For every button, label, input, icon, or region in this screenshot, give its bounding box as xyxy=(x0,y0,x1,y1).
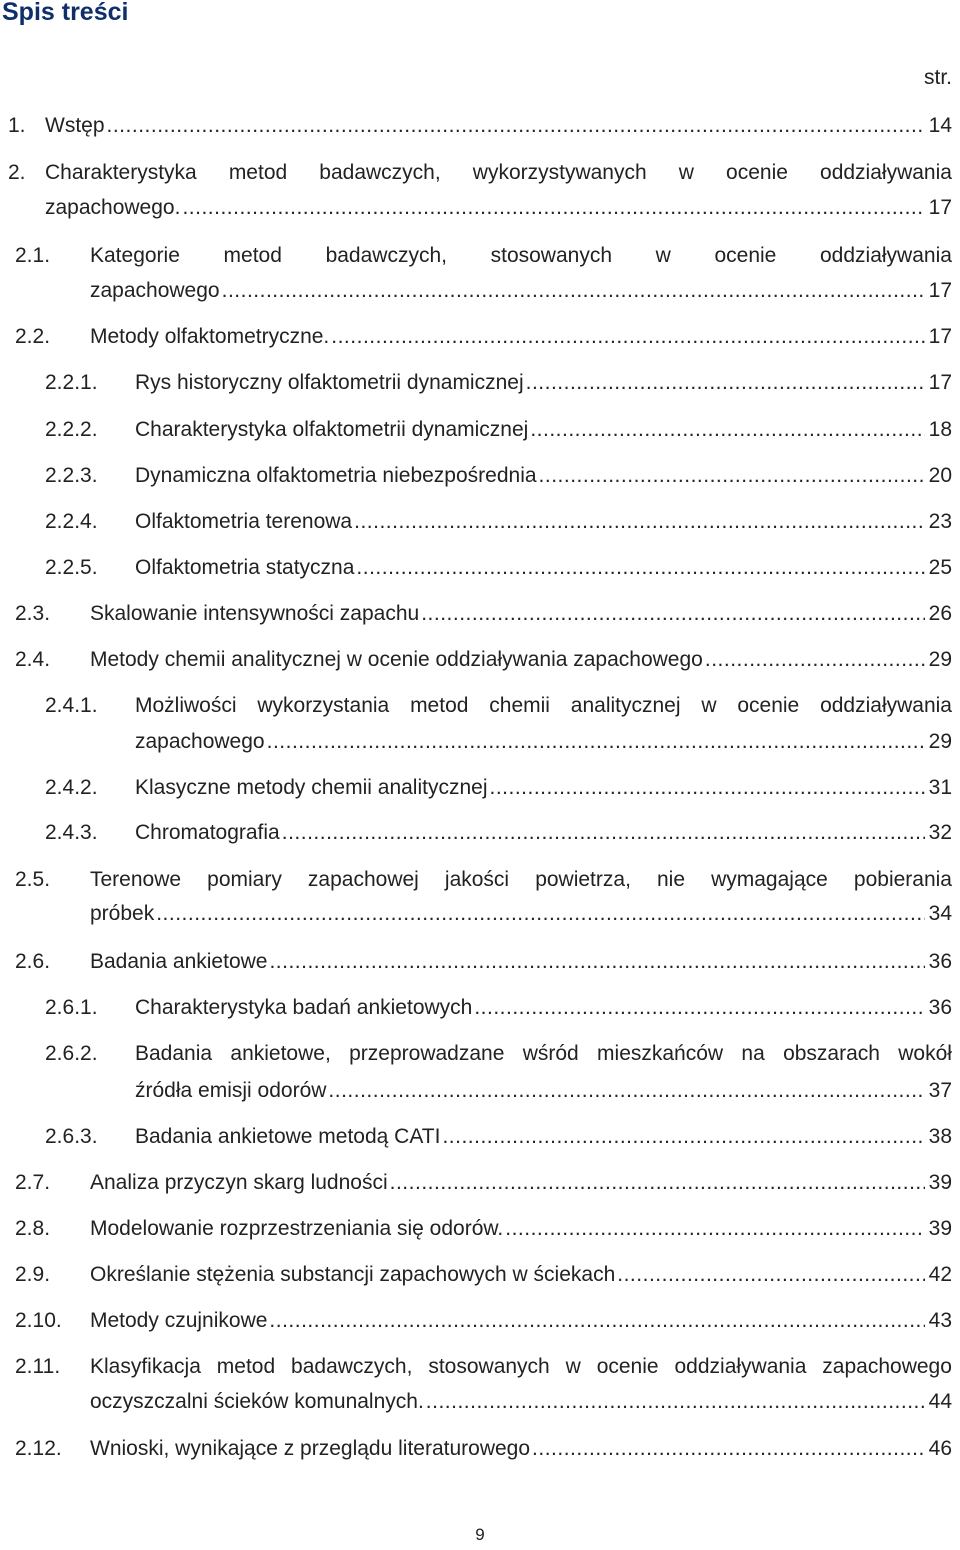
dot-leader xyxy=(532,1432,925,1466)
toc-entry-title: Modelowanie rozprzestrzeniania się odorów. xyxy=(90,1217,504,1240)
toc-entry-last-line xyxy=(45,191,960,225)
toc-entry-word: metod xyxy=(410,694,469,717)
toc-entry-word: chemii xyxy=(489,694,550,717)
toc-entry-page: 17 xyxy=(928,325,952,348)
toc-entry-title: Olfaktometria terenowa xyxy=(135,510,353,533)
toc-entry-number: 2.2. xyxy=(15,325,51,348)
toc-entry-number: 2.6. xyxy=(15,950,51,973)
toc-entry[interactable] xyxy=(0,1350,960,1419)
toc-entry-page: 34 xyxy=(928,902,952,925)
toc-entry-last-line xyxy=(135,1074,960,1108)
toc-entry-title: Dynamiczna olfaktometria niebezpośrednia xyxy=(135,464,537,487)
toc-entry-word: w xyxy=(655,244,671,267)
toc-entry-word: Klasyfikacja xyxy=(90,1355,201,1378)
toc-entry[interactable] xyxy=(0,597,960,631)
toc-entry-number: 1. xyxy=(8,114,26,137)
toc-entry-number: 2.2.4. xyxy=(45,510,98,533)
toc-entry-title: próbek xyxy=(90,902,155,925)
toc-entry-line xyxy=(90,1350,952,1384)
toc-entry-last-line xyxy=(90,1212,960,1246)
toc-entry-last-line xyxy=(135,505,960,539)
toc-entry-page: 29 xyxy=(928,648,952,671)
toc-entry-number: 2.2.5. xyxy=(45,556,98,579)
toc-entry-last-line xyxy=(90,1166,960,1200)
toc-entry-page: 37 xyxy=(928,1079,952,1102)
dot-leader xyxy=(356,551,924,585)
toc-entry-last-line xyxy=(90,274,960,308)
toc-entry-word: oddziaływania xyxy=(820,694,952,717)
dot-leader xyxy=(331,320,924,354)
dot-leader xyxy=(267,725,925,759)
toc-entry-number: 2.4. xyxy=(15,648,51,671)
toc-entry[interactable] xyxy=(0,816,960,850)
toc-entry-word: obszarach xyxy=(783,1042,880,1065)
toc-entry-title: Analiza przyczyn skarg ludności xyxy=(90,1171,388,1194)
toc-entry-last-line xyxy=(90,945,960,979)
dot-leader xyxy=(182,191,924,225)
toc-entry-page: 43 xyxy=(928,1309,952,1332)
toc-entry-last-line xyxy=(135,771,960,805)
toc-entry-line xyxy=(135,689,952,723)
dot-leader xyxy=(107,109,925,143)
toc-entry-word: Charakterystyka xyxy=(45,161,197,184)
toc-entry-word: wokół xyxy=(898,1042,952,1065)
toc-entry-word: stosowanych xyxy=(428,1355,550,1378)
toc-entry-title: Wnioski, wynikające z przeglądu literaturowego xyxy=(90,1437,531,1460)
toc-entry-page: 46 xyxy=(928,1437,952,1460)
dot-leader xyxy=(328,1074,924,1108)
toc-entry-number: 2.2.1. xyxy=(45,371,98,394)
toc-entry-title: Określanie stężenia substancji zapachowych w ściekach xyxy=(90,1263,616,1286)
toc-entry[interactable] xyxy=(0,863,960,931)
dot-leader xyxy=(426,1385,925,1419)
toc-entry-last-line xyxy=(90,1304,960,1338)
toc-entry-number: 2.6.2. xyxy=(45,1042,98,1065)
toc-entry-title: Wstęp xyxy=(45,114,105,137)
toc-entry-word: zapachowego xyxy=(822,1355,952,1378)
toc-entry[interactable] xyxy=(0,643,960,677)
toc-entry-page: 31 xyxy=(928,776,952,799)
toc-entry-title: zapachowego. xyxy=(45,196,181,219)
toc-entry-word: jakości xyxy=(444,868,510,891)
toc-entry-last-line xyxy=(45,109,960,143)
toc-entry-word: ankietowe, xyxy=(230,1042,331,1065)
toc-entry-title: Rys historyczny olfaktometrii dynamicznej xyxy=(135,371,524,394)
toc-entry-line xyxy=(135,1037,952,1071)
toc-entry-title: Metody chemii analitycznej w ocenie oddziaływania zapachowego xyxy=(90,648,703,671)
toc-entry[interactable] xyxy=(0,771,960,805)
toc-entry-word: metod xyxy=(228,161,288,184)
toc-entry-number: 2.4.1. xyxy=(45,694,98,717)
toc-entry[interactable] xyxy=(0,945,960,979)
toc-entry-page: 42 xyxy=(928,1263,952,1286)
toc-entry-word: Możliwości xyxy=(135,694,237,717)
toc-entry-title: Chromatografia xyxy=(135,821,280,844)
toc-entry-last-line xyxy=(90,1432,960,1466)
toc-entry-number: 2.6.3. xyxy=(45,1125,98,1148)
toc-entry-title: Skalowanie intensywności zapachu xyxy=(90,602,420,625)
toc-entry-last-line xyxy=(90,597,960,631)
toc-entry-page: 32 xyxy=(928,821,952,844)
toc-entry[interactable] xyxy=(0,1432,960,1466)
page-column-label: str. xyxy=(923,66,952,89)
toc-entry-word: wśród xyxy=(522,1042,579,1065)
dot-leader xyxy=(282,816,925,850)
toc-entry-word: przeprowadzane xyxy=(349,1042,505,1065)
toc-entry-number: 2.8. xyxy=(15,1217,51,1240)
toc-entry-number: 2.3. xyxy=(15,602,51,625)
toc-entry-word: ocenie xyxy=(726,161,788,184)
toc-entry[interactable] xyxy=(0,320,960,354)
toc-entry-title: Charakterystyka olfaktometrii dynamicznej xyxy=(135,418,529,441)
toc-entry[interactable] xyxy=(0,413,960,447)
toc-entry-number: 2.12. xyxy=(15,1437,62,1460)
dot-leader xyxy=(617,1258,924,1292)
toc-entry-word: na xyxy=(741,1042,765,1065)
toc-entry-last-line xyxy=(135,413,960,447)
toc-entry-page: 17 xyxy=(928,196,952,219)
toc-entry-last-line xyxy=(135,816,960,850)
toc-entry-word: w xyxy=(565,1355,581,1378)
toc-entry-title: Badania ankietowe metodą CATI xyxy=(135,1125,441,1148)
toc-entry[interactable] xyxy=(0,1304,960,1338)
toc-entry-number: 2.6.1. xyxy=(45,996,98,1019)
toc-entry-title: Charakterystyka badań ankietowych xyxy=(135,996,473,1019)
toc-entry-page: 39 xyxy=(928,1171,952,1194)
toc-entry-line xyxy=(90,239,952,273)
toc-entry-title: Olfaktometria statyczna xyxy=(135,556,355,579)
dot-leader xyxy=(530,413,924,447)
dot-leader xyxy=(474,991,924,1025)
toc-entry[interactable] xyxy=(0,1120,960,1154)
toc-entry-page: 14 xyxy=(928,114,952,137)
toc-entry-page: 26 xyxy=(928,602,952,625)
toc-entry-page: 17 xyxy=(928,371,952,394)
toc-entry-number: 2.7. xyxy=(15,1171,51,1194)
toc-entry[interactable] xyxy=(0,505,960,539)
toc-entry-last-line xyxy=(90,897,960,931)
toc-entry-word: oddziaływania xyxy=(820,244,952,267)
toc-entry-word: Kategorie xyxy=(90,244,180,267)
toc-entry-number: 2.4.2. xyxy=(45,776,98,799)
toc-entry-word: analitycznej xyxy=(570,694,681,717)
toc-entry-number: 2.2.3. xyxy=(45,464,98,487)
toc-entry-number: 2.5. xyxy=(15,868,51,891)
dot-leader xyxy=(156,897,924,931)
page-number: 9 xyxy=(475,1525,485,1544)
toc-entry-word: metod xyxy=(223,244,282,267)
toc-entry-page: 20 xyxy=(928,464,952,487)
toc-entry-title: Badania ankietowe xyxy=(90,950,268,973)
toc-entry-word: powietrza, xyxy=(535,868,631,891)
toc-entry-number: 2.9. xyxy=(15,1263,51,1286)
toc-entry-word: Badania xyxy=(135,1042,213,1065)
toc-entry[interactable] xyxy=(0,156,960,225)
toc-entry-word: wymagające xyxy=(711,868,828,891)
toc-entry[interactable] xyxy=(0,109,960,143)
toc-entry-last-line xyxy=(135,991,960,1025)
toc-entry-number: 2.2.2. xyxy=(45,418,98,441)
toc-entry[interactable] xyxy=(0,551,960,585)
toc-entry-last-line xyxy=(135,725,960,759)
toc-entry-word: metod xyxy=(216,1355,276,1378)
toc-entry-page: 29 xyxy=(928,730,952,753)
toc-entry-title: zapachowego xyxy=(135,730,265,753)
dot-leader xyxy=(421,597,924,631)
toc-entry-title: źródła emisji odorów xyxy=(135,1079,327,1102)
toc-entry[interactable] xyxy=(0,1037,960,1108)
toc-entry-word: ocenie xyxy=(596,1355,659,1378)
toc-entry-title: zapachowego xyxy=(90,279,220,302)
toc-entry-last-line xyxy=(135,1120,960,1154)
page-title: Spis treści xyxy=(2,0,129,26)
toc-entry[interactable] xyxy=(0,991,960,1025)
dot-leader xyxy=(505,1212,924,1246)
toc-entry-last-line xyxy=(90,1258,960,1292)
toc-entry-page: 44 xyxy=(928,1390,952,1413)
dot-leader xyxy=(390,1166,925,1200)
toc-entry[interactable] xyxy=(0,1258,960,1292)
toc-entry-last-line xyxy=(135,366,960,400)
toc-entry-last-line xyxy=(90,1385,960,1419)
toc-entry-page: 17 xyxy=(928,279,952,302)
toc-entry-page: 36 xyxy=(928,950,952,973)
toc-entry-title: Metody olfaktometryczne. xyxy=(90,325,330,348)
toc-entry-page: 36 xyxy=(928,996,952,1019)
toc-entry-last-line xyxy=(90,320,960,354)
toc-entry-line xyxy=(45,156,952,190)
dot-leader xyxy=(490,771,925,805)
toc-entry-word: zapachowej xyxy=(307,868,419,891)
toc-entry-word: wykorzystywanych xyxy=(472,161,647,184)
toc-entry-word: w xyxy=(678,161,694,184)
dot-leader xyxy=(705,643,925,677)
dot-leader xyxy=(539,459,925,493)
toc-entry-title: oczyszczalni ścieków komunalnych. xyxy=(90,1390,424,1413)
toc-entry-title: Metody czujnikowe xyxy=(90,1309,268,1332)
toc-entry-number: 2.10. xyxy=(15,1309,62,1332)
toc-entry-number: 2.4.3. xyxy=(45,821,98,844)
toc-entry-word: pomiary xyxy=(207,868,282,891)
toc-entry-word: badawczych, xyxy=(319,161,441,184)
toc-entry-number: 2.1. xyxy=(15,244,51,267)
toc-entry-word: Terenowe xyxy=(90,868,182,891)
toc-entry-word: oddziaływania xyxy=(674,1355,807,1378)
toc-entry-last-line xyxy=(135,551,960,585)
toc-entry[interactable] xyxy=(0,1166,960,1200)
toc-entry-word: nie xyxy=(656,868,686,891)
toc-entry-word: oddziaływania xyxy=(820,161,952,184)
toc-entry-page: 25 xyxy=(928,556,952,579)
toc-entry[interactable] xyxy=(0,1212,960,1246)
toc-entry-page: 23 xyxy=(928,510,952,533)
toc-entry-word: ocenie xyxy=(737,694,800,717)
toc-entry-word: wykorzystania xyxy=(257,694,390,717)
toc-entry-page: 38 xyxy=(928,1125,952,1148)
toc-entry-line xyxy=(90,863,952,897)
dot-leader xyxy=(354,505,925,539)
toc-entry-word: mieszkańców xyxy=(597,1042,724,1065)
toc-entry-word: pobierania xyxy=(853,868,952,891)
toc-entry-number: 2. xyxy=(8,161,26,184)
toc-entry-word: badawczych, xyxy=(325,244,447,267)
toc-entry[interactable] xyxy=(0,459,960,493)
toc-entry-word: w xyxy=(701,694,717,717)
toc-entry-title: Klasyczne metody chemii analitycznej xyxy=(135,776,488,799)
toc-entry-word: ocenie xyxy=(714,244,777,267)
toc-entry-last-line xyxy=(135,459,960,493)
toc-entry[interactable] xyxy=(0,239,960,308)
dot-leader xyxy=(269,1304,924,1338)
dot-leader xyxy=(526,366,925,400)
dot-leader xyxy=(269,945,924,979)
toc-entry[interactable] xyxy=(0,689,960,759)
dot-leader xyxy=(442,1120,924,1154)
toc-entry-number: 2.11. xyxy=(15,1355,61,1378)
toc-entry-page: 18 xyxy=(928,418,952,441)
toc-entry-word: stosowanych xyxy=(490,244,613,267)
toc-entry-last-line xyxy=(90,643,960,677)
toc-entry-word: badawczych, xyxy=(291,1355,413,1378)
toc-entry[interactable] xyxy=(0,366,960,400)
toc-entry-page: 39 xyxy=(928,1217,952,1240)
dot-leader xyxy=(222,274,925,308)
